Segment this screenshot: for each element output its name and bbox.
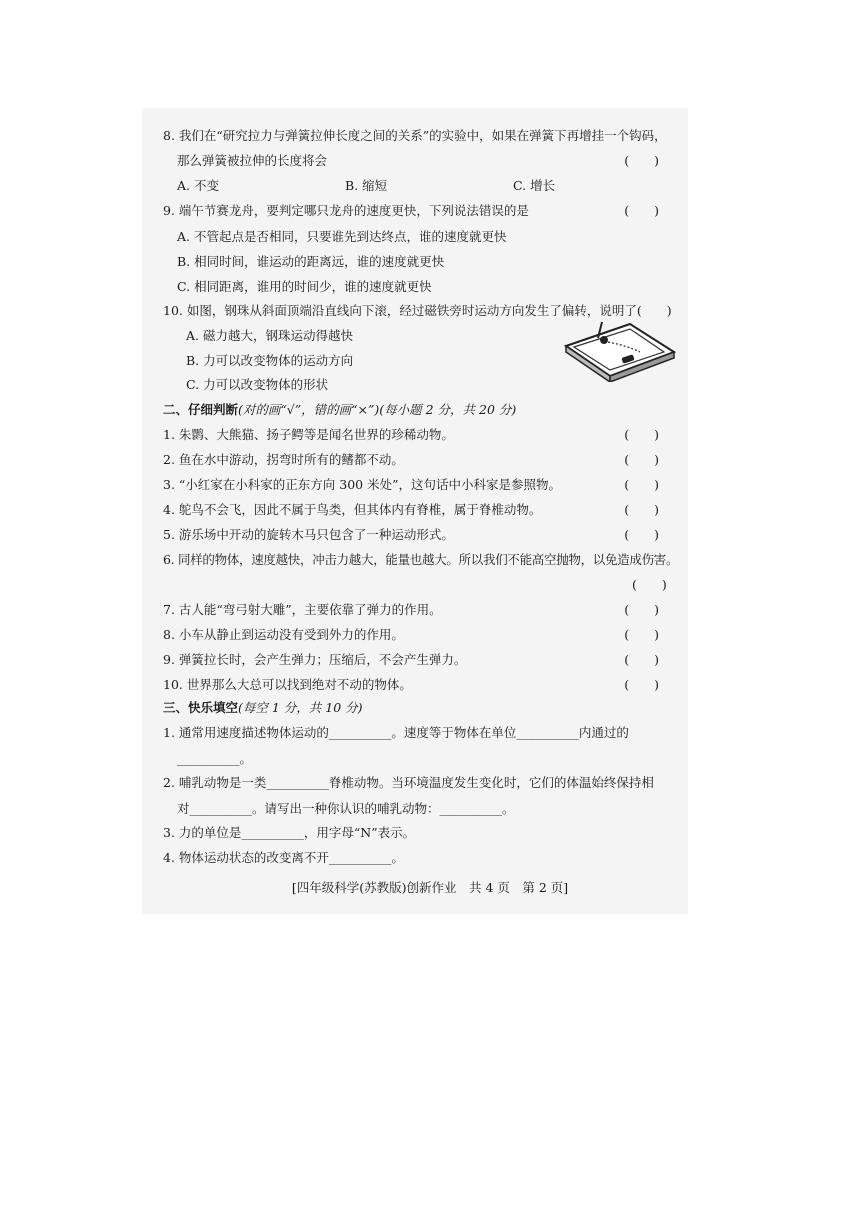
judge-item-8: 8. 小车从静止到运动没有受到外力的作用。 ( ) [163,625,675,645]
judge-paren-3[interactable]: ( ) [624,477,659,492]
fill-item-1-cont: __________。 [177,751,253,766]
q8-line1: 8. 我们在“研究拉力与弹簧拉伸长度之间的关系”的实验中，如果在弹簧下再增挂一个钩码， [163,128,667,143]
judge-paren-7[interactable]: ( ) [624,602,659,617]
q8-option-b: B. 缩短 [345,178,388,193]
section2-heading: 二、仔细判断(对的画“√”，错的画“×”)(每小题 2 分，共 20 分) [163,402,517,417]
fill-item-2-cont: 对__________。请写出一种你认识的哺乳动物：__________。 [177,801,515,816]
q8-line2: 那么弹簧被拉伸的长度将会 ( ) [177,151,675,171]
q10-option-a: A. 磁力越大，钢珠运动得越快 [186,328,353,343]
judge-item-7: 7. 古人能“弯弓射大雕”，主要依靠了弹力的作用。 ( ) [163,600,675,620]
judge-paren-6[interactable]: ( ) [632,577,667,592]
judge-item-10: 10. 世界那么大总可以找到绝对不动的物体。 ( ) [163,675,675,695]
judge-paren-1[interactable]: ( ) [624,427,659,442]
judge-paren-2[interactable]: ( ) [624,452,659,467]
judge-paren-5[interactable]: ( ) [624,527,659,542]
q10-option-c: C. 力可以改变物体的形状 [186,377,329,392]
judge-item-4: 4. 鸵鸟不会飞，因此不属于鸟类，但其体内有脊椎，属于脊椎动物。 ( ) [163,500,675,520]
fill-item-1: 1. 通常用速度描述物体运动的__________。速度等于物体在单位__________内通过的 [163,725,629,740]
judge-paren-9[interactable]: ( ) [624,652,659,667]
q9-option-b: B. 相同时间，谁运动的距离远，谁的速度就更快 [177,254,445,269]
q10-line: 10. 如图，钢珠从斜面顶端沿直线向下滚，经过磁铁旁时运动方向发生了偏转，说明了( ) [163,303,672,318]
judge-item-5: 5. 游乐场中开动的旋转木马只包含了一种运动形式。 ( ) [163,525,675,545]
page-footer: [四年级科学(苏教版)创新作业 共 4 页 第 2 页] [291,880,569,895]
q10-option-b: B. 力可以改变物体的运动方向 [186,353,354,368]
judge-paren-4[interactable]: ( ) [624,502,659,517]
judge-item-1: 1. 朱鹮、大熊猫、扬子鳄等是闻名世界的珍稀动物。 ( ) [163,425,675,445]
fill-item-3: 3. 力的单位是__________，用字母“N”表示。 [163,825,416,840]
judge-item-6: 6. 同样的物体，速度越快，冲击力越大，能量也越大。所以我们不能高空抛物，以免造成伤害。 [163,552,679,567]
fill-item-4: 4. 物体运动状态的改变离不开__________。 [163,850,404,865]
judge-paren-8[interactable]: ( ) [624,627,659,642]
q8-option-c: C. 增长 [513,178,556,193]
judge-item-2: 2. 鱼在水中游动，拐弯时所有的鳍都不动。 ( ) [163,450,675,470]
judge-item-9: 9. 弹簧拉长时，会产生弹力；压缩后，不会产生弹力。 ( ) [163,650,675,670]
q8-options [177,176,689,196]
q9-answer-paren[interactable]: ( ) [624,203,659,218]
judge-paren-10[interactable]: ( ) [624,677,659,692]
ramp-magnet-figure [560,316,678,382]
q9-option-c: C. 相同距离，谁用的时间少，谁的速度就更快 [177,279,432,294]
q9-option-a: A. 不管起点是否相同，只要谁先到达终点，谁的速度就更快 [177,229,507,244]
fill-item-2: 2. 哺乳动物是一类__________脊椎动物。当环境温度发生变化时，它们的体温始终保持相 [163,775,654,790]
q9-line: 9. 端午节赛龙舟，要判定哪只龙舟的速度更快，下列说法错误的是 ( ) [163,201,675,221]
q8-answer-paren[interactable]: ( ) [624,153,659,168]
section3-heading: 三、快乐填空(每空 1 分，共 10 分) [163,700,363,715]
judge-item-3: 3. “小红家在小科家的正东方向 300 米处”，这句话中小科家是参照物。 ( ) [163,475,675,495]
q8-option-a: A. 不变 [177,178,219,193]
